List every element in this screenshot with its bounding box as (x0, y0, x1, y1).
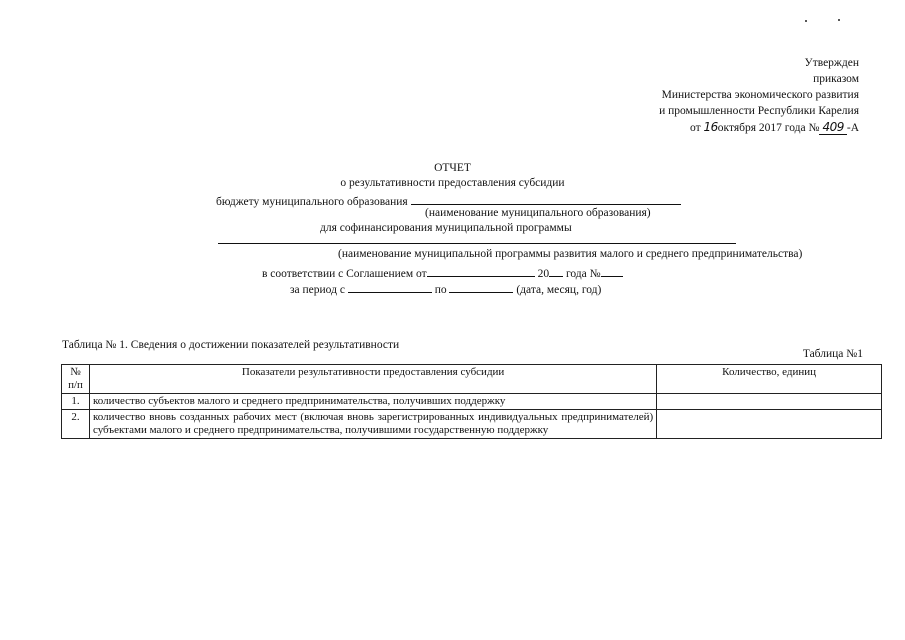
approval-line-5: от 16октября 2017 года № 409 -А (690, 120, 859, 134)
approval-line-2: приказом (813, 73, 859, 85)
scan-speck (805, 20, 807, 22)
program-hint: (наименование муниципальной программы развития малого и среднего предпринимательства) (338, 248, 803, 260)
approval-line-4: и промышленности Республики Карелия (659, 105, 859, 117)
period-start-blank (348, 281, 432, 293)
row-indicator: количество субъектов малого и среднего предпринимательства, получивших поддержку (89, 394, 656, 410)
row-quantity (657, 394, 882, 410)
handwritten-order-number: 409 (819, 120, 846, 135)
program-blank (218, 243, 736, 244)
header-quantity: Количество, единиц (657, 365, 882, 394)
report-subtitle: о результативности предоставления субсидии (340, 177, 565, 189)
scan-speck (838, 19, 840, 21)
agreement-year-blank (549, 265, 563, 277)
table-header-row (62, 365, 882, 394)
report-title: ОТЧЕТ (434, 162, 471, 174)
header-indicator: Показатели результативности предоставления субсидии (89, 365, 656, 394)
period-line: за период с по (дата, месяц, год) (290, 281, 601, 296)
table-caption: Таблица № 1. Сведения о достижении показателей результативности (62, 339, 400, 351)
handwritten-day: 16 (703, 120, 718, 134)
approval-line-3: Министерства экономического развития (661, 89, 859, 101)
period-end-blank (449, 281, 513, 293)
table-row (62, 394, 882, 410)
row-quantity (657, 410, 882, 439)
cofinancing-line: для софинансирования муниципальной программы (320, 222, 572, 234)
table-label: Таблица №1 (802, 348, 863, 360)
indicators-table (61, 364, 882, 439)
row-number: 1. (62, 394, 90, 410)
municipality-hint: (наименование муниципального образования) (425, 207, 651, 219)
header-number: № п/п (62, 365, 90, 394)
row-indicator: количество вновь созданных рабочих мест (включая вновь зарегистрированных индивидуальных предпринимателей) субъектами малого и среднего предпринимательства, получившими государственную поддержку (89, 410, 656, 439)
agreement-line: в соответствии с Соглашением от 20 года № (262, 265, 623, 280)
agreement-number-blank (601, 265, 623, 277)
table-row (62, 410, 882, 439)
row-number: 2. (62, 410, 90, 439)
municipality-blank (411, 193, 681, 205)
municipality-line: бюджету муниципального образования (216, 193, 681, 208)
agreement-date-blank (427, 265, 535, 277)
approval-line-1: Утвержден (804, 57, 859, 69)
approval-block (659, 55, 859, 136)
